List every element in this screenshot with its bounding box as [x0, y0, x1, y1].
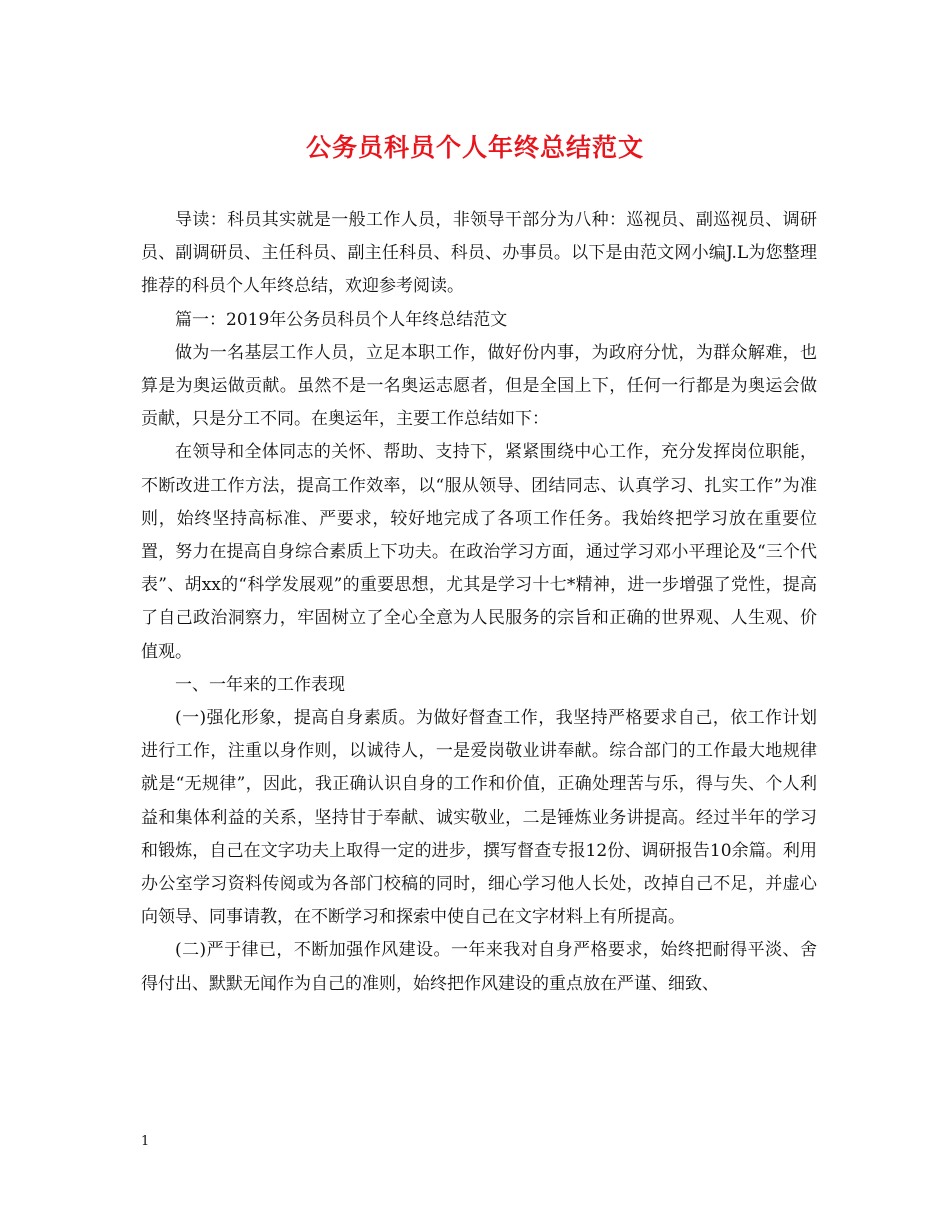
- paragraph-role: 做为一名基层工作人员，立足本职工作，做好份内事，为政府分忧，为群众解难，也算是为奥运做贡献。虽然不是一名奥运志愿者，但是全国上下，任何一行都是为奥运会做贡献，只是分工不同。在奥运年，主要工作总结如下：: [141, 342, 817, 430]
- paragraph-chapter-heading: 篇一：2019年公务员科员个人年终总结范文: [175, 309, 508, 330]
- document-body: [141, 204, 817, 1001]
- page-number: 1: [141, 1134, 150, 1149]
- paragraph-discipline: (二)严于律已，不断加强作风建设。一年来我对自身严格要求，始终把耐得平淡、舍得付出、默默无闻作为自己的准则，始终把作风建设的重点放在严谨、细致、: [141, 940, 817, 994]
- paragraph-intro: 导读：科员其实就是一般工作人员，非领导干部分为八种：巡视员、副巡视员、调研员、副调研员、主任科员、副主任科员、科员、办事员。以下是由范文网小编J.L为您整理推荐的科员个人年终总结，欢迎参考阅读。: [141, 210, 817, 297]
- document-title: 公务员科员个人年终总结范文: [305, 133, 644, 162]
- section-heading: 一、一年来的工作表现: [175, 674, 345, 695]
- paragraph-study: 在领导和全体同志的关怀、帮助、支持下，紧紧围绕中心工作，充分发挥岗位职能，不断改进工作方法，提高工作效率，以“服从领导、团结同志、认真学习、扎实工作”为准则，始终坚持高标准、严要求，较好地完成了各项工作任务。我始终把学习放在重要位置，努力在提高自身综合素质上下功夫。在政治学习方面，通过学习邓小平理论及“三个代表”、胡xx的“科学发展观”的重要思想，尤其是学习十七*精神，进一步增强了党性，提高了自己政治洞察力，牢固树立了全心全意为人民服务的宗旨和正确的世界观、人生观、价值观。: [141, 442, 817, 662]
- paragraph-image: (一)强化形象，提高自身素质。为做好督查工作，我坚持严格要求自己，依工作计划进行工作，注重以身作则，以诚待人，一是爱岗敬业讲奉献。综合部门的工作最大地规律就是“无规律”，因此，我正确认识自身的工作和价值，正确处理苦与乐，得与失、个人利益和集体利益的关系，坚持甘于奉献、诚实敬业，二是锤炼业务讲提高。经过半年的学习和锻炼，自己在文字功夫上取得一定的进步，撰写督查专报12份、调研报告10余篇。利用办公室学习资料传阅或为各部门校稿的同时，细心学习他人长处，改掉自己不足，并虚心向领导、同事请教，在不断学习和探索中使自己在文字材料上有所提高。: [141, 708, 817, 928]
